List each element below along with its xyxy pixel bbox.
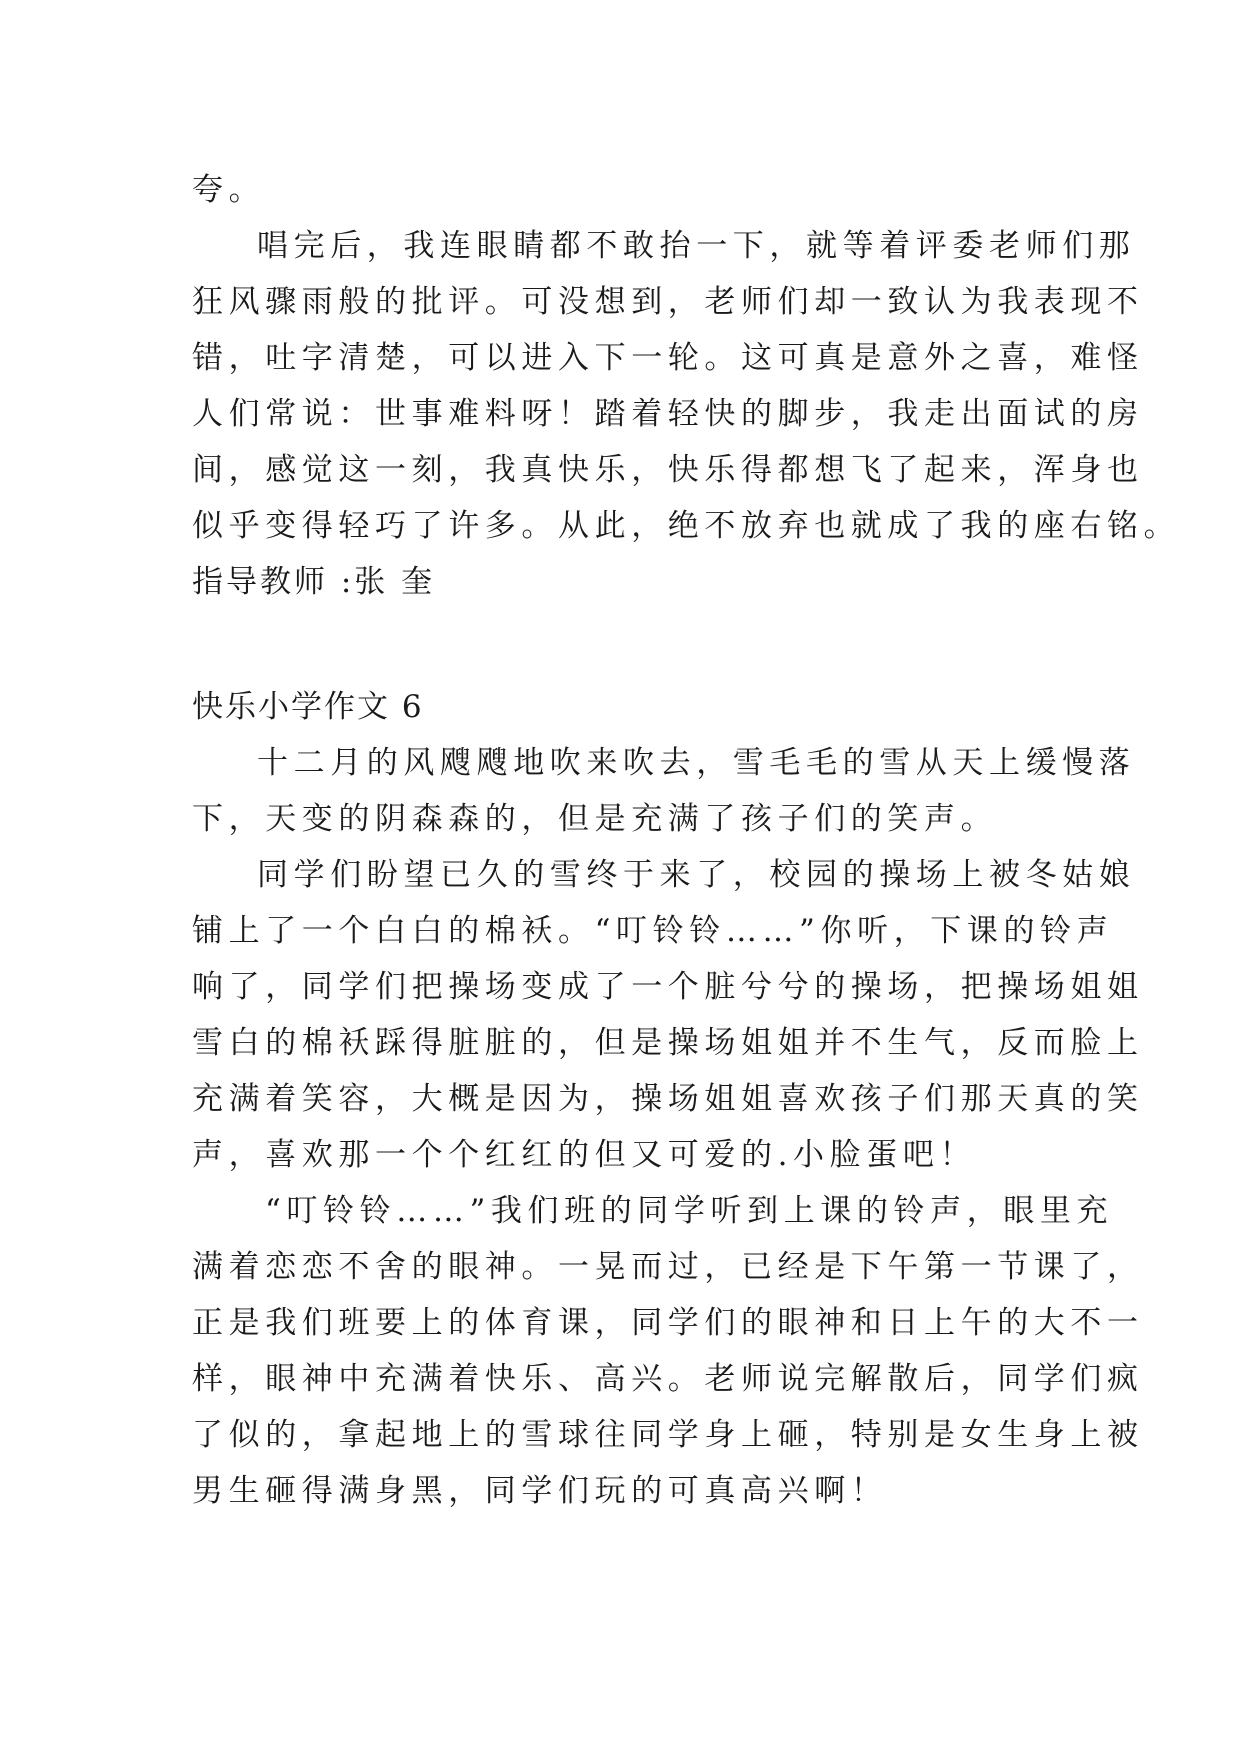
paragraph-line: 狂风骤雨般的批评。可没想到，老师们却一致认为我表现不 bbox=[192, 284, 1144, 320]
paragraph-line: 雪白的棉袄踩得脏脏的，但是操场姐姐并不生气，反而脸上 bbox=[192, 1025, 1144, 1061]
paragraph-line: 间，感觉这一刻，我真快乐，快乐得都想飞了起来，浑身也 bbox=[192, 452, 1144, 488]
paragraph-line: 错，吐字清楚，可以进入下一轮。这可真是意外之喜，难怪 bbox=[192, 340, 1144, 376]
paragraph-line: 铺上了一个白白的棉袄。“叮铃铃……”你听，下课的铃声 bbox=[192, 913, 1114, 949]
paragraph-line: 下，天变的阴森森的，但是充满了孩子们的笑声。 bbox=[192, 801, 998, 837]
essay-title: 快乐小学作文 6 bbox=[192, 689, 424, 725]
paragraph-line: 正是我们班要上的体育课，同学们的眼神和日上午的大不一 bbox=[192, 1305, 1144, 1341]
signature-line: 指导教师 :张 奎 bbox=[192, 564, 436, 600]
paragraph-line: “叮铃铃……”我们班的同学听到上课的铃声，眼里充 bbox=[265, 1193, 1114, 1229]
paragraph-line: 人们常说：世事难料呀！踏着轻快的脚步，我走出面试的房 bbox=[192, 396, 1144, 432]
paragraph-line: 唱完后，我连眼睛都不敢抬一下，就等着评委老师们那 bbox=[257, 228, 1136, 264]
paragraph-line: 满着恋恋不舍的眼神。一晃而过，已经是下午第一节课了， bbox=[192, 1249, 1144, 1285]
fragment-line: 夸。 bbox=[192, 172, 266, 208]
paragraph-line: 响了，同学们把操场变成了一个脏兮兮的操场，把操场姐姐 bbox=[192, 969, 1144, 1005]
paragraph-line: 充满着笑容，大概是因为，操场姐姐喜欢孩子们那天真的笑 bbox=[192, 1081, 1144, 1117]
paragraph-line: 样，眼神中充满着快乐、高兴。老师说完解散后，同学们疯 bbox=[192, 1361, 1144, 1397]
paragraph-line: 似乎变得轻巧了许多。从此，绝不放弃也就成了我的座右铭。 bbox=[192, 508, 1181, 544]
paragraph-line: 了似的，拿起地上的雪球往同学身上砸，特别是女生身上被 bbox=[192, 1417, 1144, 1453]
paragraph-line: 十二月的风飕飕地吹来吹去，雪毛毛的雪从天上缓慢落 bbox=[257, 745, 1136, 781]
paragraph-line: 声，喜欢那一个个红红的但又可爱的.小脸蛋吧！ bbox=[192, 1137, 977, 1173]
paragraph-line: 男生砸得满身黑，同学们玩的可真高兴啊！ bbox=[192, 1473, 888, 1509]
paragraph-line: 同学们盼望已久的雪终于来了，校园的操场上被冬姑娘 bbox=[257, 857, 1136, 893]
